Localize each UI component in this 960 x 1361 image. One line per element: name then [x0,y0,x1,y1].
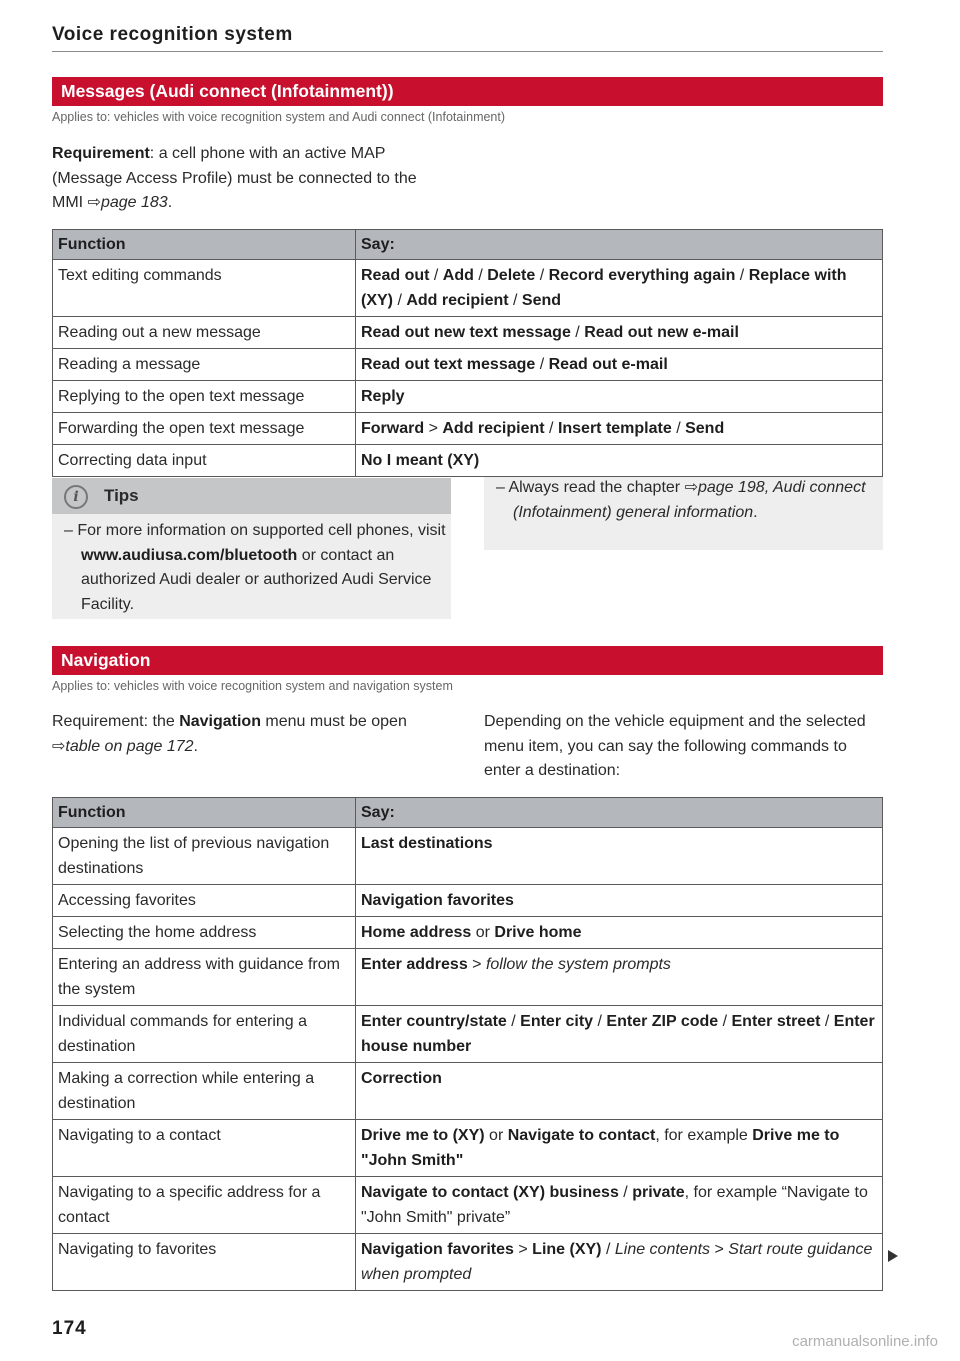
navigation-requirement: Requirement: the Navigation menu must be open ⇨table on page 172. [52,713,407,755]
function-cell: Navigating to favorites [53,1234,356,1291]
page-header-title: Voice recognition system [52,24,293,45]
navigation-table-link[interactable]: ⇨table on page 172 [52,737,194,755]
say-cell: Reply [356,381,883,413]
say-cell: Navigation favorites > Line (XY) / Line contents > Start route guidance when prompted [356,1234,883,1291]
function-cell: Accessing favorites [53,885,356,917]
table-header-row [53,230,883,260]
function-cell: Navigating to a contact [53,1120,356,1177]
say-cell: Home address or Drive home [356,917,883,949]
continue-arrow-icon [888,1250,898,1262]
function-cell: Entering an address with guidance from the system [53,949,356,1006]
header-rule [52,51,883,52]
say-cell: No I meant (XY) [356,445,883,477]
table-row [53,949,883,1006]
messages-command-table [52,229,883,477]
function-cell: Making a correction while entering a destination [53,1063,356,1120]
say-cell: Forward > Add recipient / Insert template / Send [356,413,883,445]
table-row [53,1120,883,1177]
tips-title: Tips [104,486,139,505]
navigation-command-table [52,797,883,1291]
table-row [53,413,883,445]
watermark: carmanualsonline.info [792,1333,938,1350]
requirement-label: Requirement [52,145,150,162]
say-cell: Correction [356,1063,883,1120]
note-text: – Always read the chapter ⇨page 198, Audi connect (Infotainment) general information. [496,479,866,521]
table-row [53,1234,883,1291]
function-cell: Text editing commands [53,260,356,317]
table-row [53,381,883,413]
messages-requirement: Requirement: a cell phone with an active MAP (Message Access Profile) must be connected to the MMI ⇨page 183. [52,145,417,211]
say-cell: Last destinations [356,828,883,885]
say-cell: Enter country/state / Enter city / Enter ZIP code / Enter street / Enter house number [356,1006,883,1063]
info-icon: i [64,485,88,509]
function-cell: Individual commands for entering a destination [53,1006,356,1063]
navigation-section-heading: Navigation [52,646,883,675]
column-header-say: Say: [356,230,883,260]
column-header-function: Function [53,798,356,828]
requirement-link[interactable]: ⇨page 183 [87,194,168,211]
function-cell: Reading a message [53,349,356,381]
table-row [53,1006,883,1063]
note-link[interactable]: ⇨page 198, Audi connect (Infotainment) general information [513,479,866,521]
table-row [53,1177,883,1234]
function-cell: Opening the list of previous navigation destinations [53,828,356,885]
table-header-row [53,798,883,828]
note-box [484,477,883,550]
function-cell: Replying to the open text message [53,381,356,413]
page-number: 174 [52,1318,87,1339]
requirement-text: : a cell phone with an active MAP (Message Access Profile) must be connected to the MMI [52,145,417,211]
function-cell: Forwarding the open text message [53,413,356,445]
say-cell: Drive me to (XY) or Navigate to contact, for example Drive me to "John Smith" [356,1120,883,1177]
function-cell: Navigating to a specific address for a contact [53,1177,356,1234]
function-cell: Correcting data input [53,445,356,477]
say-cell: Read out text message / Read out e-mail [356,349,883,381]
column-header-function: Function [53,230,356,260]
tips-text: – For more information on supported cell phones, visit www.audiusa.com/bluetooth or contact an authorized Audi dealer or authorized Audi Service Facility. [64,522,446,613]
table-row [53,1063,883,1120]
table-row [53,828,883,885]
say-cell: Navigate to contact (XY) business / private, for example “Navigate to "John Smith" private” [356,1177,883,1234]
tips-box [52,478,451,619]
say-cell: Read out / Add / Delete / Record everything again / Replace with (XY) / Add recipient / Send [356,260,883,317]
bluetooth-url-link[interactable]: www.audiusa.com/bluetooth [81,546,298,564]
navigation-menu-name: Navigation [179,713,261,730]
navigation-intro: Depending on the vehicle equipment and the selected menu item, you can say the following commands to enter a destination: [484,713,866,779]
tips-header [52,478,451,514]
table-row [53,885,883,917]
navigation-applies-to: Applies to: vehicles with voice recognition system and navigation system [52,679,453,693]
messages-section-heading: Messages (Audi connect (Infotainment)) [52,77,883,106]
say-cell: Enter address > follow the system prompts [356,949,883,1006]
function-cell: Selecting the home address [53,917,356,949]
table-row [53,445,883,477]
messages-applies-to: Applies to: vehicles with voice recognition system and Audi connect (Infotainment) [52,110,506,124]
say-cell: Read out new text message / Read out new e-mail [356,317,883,349]
column-header-say: Say: [356,798,883,828]
table-row [53,260,883,317]
table-row [53,349,883,381]
say-cell: Navigation favorites [356,885,883,917]
table-row [53,317,883,349]
function-cell: Reading out a new message [53,317,356,349]
table-row [53,917,883,949]
